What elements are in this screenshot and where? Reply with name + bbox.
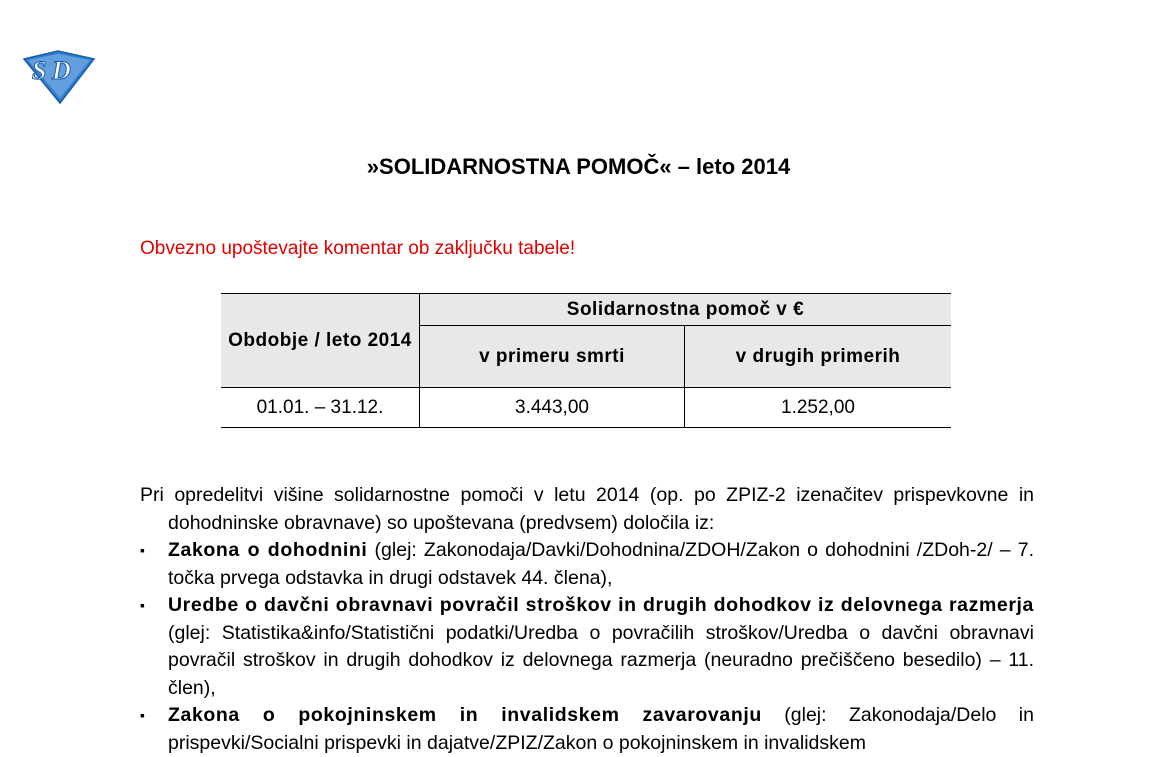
- table-row: [221, 388, 951, 428]
- company-logo: [22, 49, 96, 105]
- law-name: Zakona o pokojninskem in invalidskem zavarovanju: [168, 704, 762, 726]
- list-item: [140, 537, 1034, 592]
- law-reference: (glej: Zakonodaja/Davki/Dohodnina/ZDOH/Zakon o dohodnini /ZDoh-2/ – 7. točka prvega odstavka in drugi odstavek 44. člena),: [168, 539, 1034, 589]
- period-header: Obdobje / leto 2014: [221, 294, 420, 388]
- solidarity-aid-table: [221, 293, 951, 428]
- list-item: [140, 702, 1034, 757]
- warning-note: Obvezno upoštevajte komentar ob zaključku tabele!: [140, 238, 576, 259]
- intro-paragraph: Pri opredelitvi višine solidarnostne pomoči v letu 2014 (op. po ZPIZ-2 izenačitev prispevkovne in dohodninske obravnave) so upoštevana (predvsem) določila iz:: [140, 484, 1034, 534]
- page-title: »SOLIDARNOSTNA POMOČ« – leto 2014: [366, 154, 791, 179]
- list-item: [140, 592, 1034, 702]
- death-amount-cell: 3.443,00: [420, 388, 685, 428]
- svg-text:S: S: [32, 56, 47, 85]
- other-amount-cell: 1.252,00: [685, 388, 952, 428]
- period-cell: 01.01. – 31.12.: [221, 388, 420, 428]
- legal-basis-list: [140, 537, 1034, 757]
- other-column-header: v drugih primerih: [685, 326, 952, 388]
- bullet-icon: ▪: [140, 597, 145, 613]
- law-reference: (glej: Zakonodaja/Delo in prispevki/Socialni prispevki in dajatve/ZPIZ/Zakon o pokojninskem in invalidskem: [168, 704, 1034, 754]
- amount-group-header: Solidarnostna pomoč v €: [420, 294, 952, 326]
- bullet-icon: ▪: [140, 707, 145, 723]
- law-name: Zakona o dohodnini: [168, 539, 368, 561]
- law-reference: (glej: Statistika&info/Statistični podatki/Uredba o povračilih stroškov/Uredba o davčni obravnavi povračil stroškov in drugih dohodkov iz delovnega razmerja (neuradno prečiščeno besedilo) – 11. člen),: [168, 621, 1034, 699]
- law-name: Uredbe o davčni obravnavi povračil stroškov in drugih dohodkov iz delovnega razmerja: [168, 594, 1034, 616]
- bullet-icon: ▪: [140, 542, 145, 558]
- explanation-text: [140, 482, 1034, 757]
- death-column-header: v primeru smrti: [420, 326, 685, 388]
- svg-text:D: D: [52, 56, 71, 85]
